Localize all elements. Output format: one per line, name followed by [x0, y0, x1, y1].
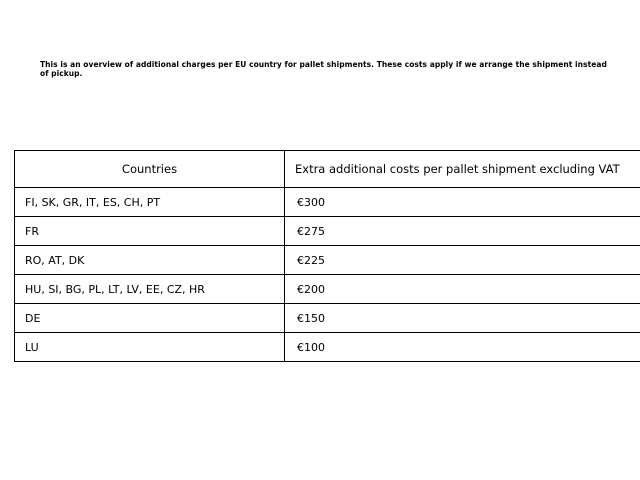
- additional-charges-table: [14, 150, 640, 362]
- table-header: [15, 151, 640, 188]
- cell-countries: LU: [15, 333, 285, 362]
- cell-cost: €275: [285, 217, 640, 246]
- table-body: [15, 188, 640, 362]
- cell-cost: €100: [285, 333, 640, 362]
- cell-countries: FI, SK, GR, IT, ES, CH, PT: [15, 188, 285, 217]
- cell-countries: DE: [15, 304, 285, 333]
- cell-countries: HU, SI, BG, PL, LT, LV, EE, CZ, HR: [15, 275, 285, 304]
- cell-cost: €300: [285, 188, 640, 217]
- table-row: [15, 217, 640, 246]
- table-row: [15, 275, 640, 304]
- intro-paragraph: This is an overview of additional charges per EU country for pallet shipments. These costs apply if we arrange the shipment instead of pickup.: [40, 60, 607, 78]
- cell-countries: FR: [15, 217, 285, 246]
- table-row: [15, 304, 640, 333]
- table-row: [15, 188, 640, 217]
- table-row: [15, 333, 640, 362]
- cell-cost: €225: [285, 246, 640, 275]
- cell-cost: €150: [285, 304, 640, 333]
- column-header-countries: Countries: [15, 151, 285, 188]
- column-header-costs: Extra additional costs per pallet shipment excluding VAT: [285, 151, 640, 188]
- table-row: [15, 246, 640, 275]
- table-header-row: [15, 151, 640, 188]
- cell-countries: RO, AT, DK: [15, 246, 285, 275]
- cell-cost: €200: [285, 275, 640, 304]
